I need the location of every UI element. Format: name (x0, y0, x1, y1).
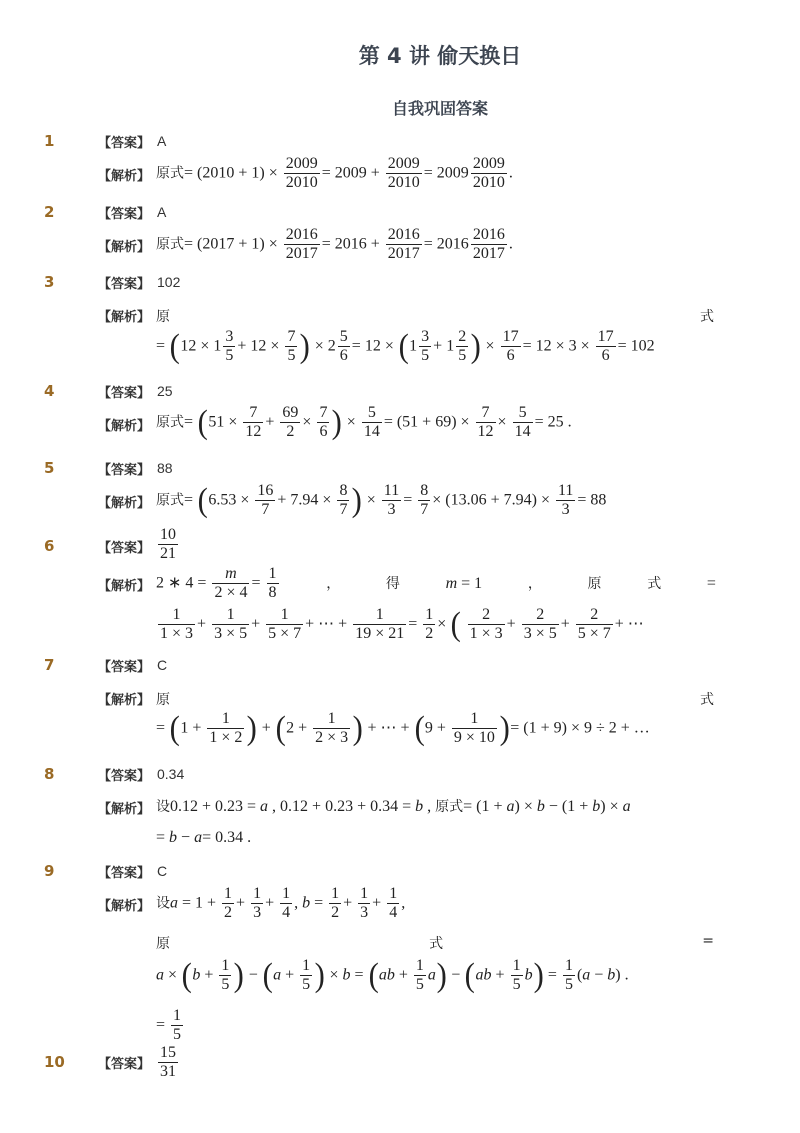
answer-numerator: 10 (158, 526, 178, 545)
comma-text: ， (326, 575, 341, 592)
yuanshi-text: 原式 (156, 165, 184, 182)
answer-label: 【答案】 (98, 386, 151, 401)
answer-value: 102 (157, 274, 181, 290)
analysis-formula: 原式= (51 × $\frac{7}{12}$ + $\frac{69}{2}$ × $\frac{7}{6}$ ) × $\frac{5}{14}$ = (51 + 69) × $\frac{7}{12}$ × $\frac{5}{14}$ = 25 . (156, 403, 572, 441)
question-number: 2 (44, 203, 55, 221)
yuan-text: 原 (156, 692, 170, 708)
spread-line (156, 689, 714, 709)
shi-text: 式 (647, 575, 662, 592)
question-number: 6 (44, 537, 55, 555)
analysis-formula-clip (156, 708, 716, 758)
answer-denominator: 21 (160, 545, 176, 563)
analysis-label: 【解析】 (98, 240, 151, 255)
analysis-label: 【解析】 (98, 310, 151, 325)
question-number: 7 (44, 656, 55, 674)
answer-value: 25 (157, 383, 173, 399)
analysis-formula: = b − a= 0.34 . (156, 829, 252, 846)
answer-label: 【答案】 (98, 207, 151, 222)
analysis-formula: 原式= (2010 + 1) × $\frac{2009}{2010}$ = 2009 + $\frac{2009}{2010}$ = 2009 $\frac{2009}{2010}$ . (156, 155, 513, 192)
analysis-formula: a × (b + $\frac{1}{5}$ ) − (a + $\frac{1}{5}$ ) × b = (ab + $\frac{1}{5}$ a) − (ab + $\frac{1}{5}$ b) = $\frac{1}{5}$ (a − b) . (156, 956, 629, 994)
question-number: 9 (44, 862, 55, 880)
analysis-formula: 原式= (6.53 × $\frac{16}{7}$ + 7.94 × $\frac{8}{7}$ ) × $\frac{11}{3}$ = $\frac{8}{7}$ × (13.06 + 7.94) × $\frac{11}{3}$ = 88 (156, 481, 607, 519)
analysis-formula: 原式= (2017 + 1) × $\frac{2016}{2017}$ = 2016 + $\frac{2016}{2017}$ = 2016 $\frac{2016}{2017}$ . (156, 226, 513, 263)
analysis-label: 【解析】 (98, 693, 151, 708)
spread-line (156, 306, 714, 326)
de-text: 得 (385, 575, 400, 592)
analysis-formula: = (1 + $\frac{1}{1 \times 2}$ ) + (2 + $\frac{1}{2 \times 3}$ ) + ⋯ + (9 + $\frac{1}{9 \times 10}$ )= (1 + 9) × 9 ÷ 2 + … (156, 709, 650, 747)
yuanshi-text: 原式 (435, 799, 464, 815)
question-number: 3 (44, 273, 55, 291)
shi-text: 式 (700, 309, 714, 325)
answer-label: 【答案】 (98, 1057, 151, 1072)
eq-text: = (706, 574, 716, 592)
question-number: 10 (44, 1053, 65, 1071)
she-text: 设 (156, 799, 170, 815)
answer-label: 【答案】 (98, 769, 151, 784)
answer-value (156, 1044, 180, 1082)
answer-value: 88 (157, 460, 173, 476)
answer-label: 【答案】 (98, 277, 151, 292)
page-title: 第 4 讲 偷天换日 (358, 44, 522, 68)
analysis-formula-clip (156, 796, 716, 820)
answer-value: C (157, 657, 168, 673)
analysis-label: 【解析】 (98, 899, 151, 914)
shi-text: 式 (429, 936, 444, 952)
spread-line (156, 933, 714, 953)
analysis-formula: = $\frac{1}{5}$ (156, 1007, 182, 1044)
analysis-formula: 设a = 1 + $\frac{1}{2}$ + $\frac{1}{3}$ + $\frac{1}{4}$ , b = $\frac{1}{2}$ + $\frac{1}{3}$ + $\frac{1}{4}$ , (156, 885, 406, 922)
analysis-label: 【解析】 (98, 802, 151, 817)
answer-label: 【答案】 (98, 541, 151, 556)
yuanshi-text: 原式 (156, 236, 184, 253)
analysis-formula: 2 ∗ 4 = $\frac{m}{2 \times 4}$ = $\frac{1}{8}$ ， 得 m = 1 ， 原 式 = (156, 565, 716, 602)
analysis-formula: $\frac{1}{1 \times 3}$ + $\frac{1}{3 \times 5}$ + $\frac{1}{5 \times 7}$ + ⋯ + $\frac{1}{19 \times 21}$ = $\frac{1}{2}$ × ( $\frac{2}{1 \times 3}$ + $\frac{2}{3 \times 5}$ + $\frac{2}{5 \times 7}$ + ⋯ (160, 605, 644, 643)
answer-label: 【答案】 (98, 660, 151, 675)
answer-label: 【答案】 (98, 866, 151, 881)
analysis-label: 【解析】 (98, 419, 151, 434)
analysis-formula: = (12 × 1 $\frac{3}{5}$ + 12 × $\frac{7}{5}$ ) × 2 $\frac{5}{6}$ = 12 × (1 $\frac{3}{5}$ + 1 $\frac{2}{5}$ ) × $\frac{17}{6}$ = 12 × 3 × $\frac{17}{6}$ = 102 (156, 327, 655, 365)
shi-text: 式 (700, 692, 714, 708)
answer-denominator: 31 (160, 1063, 176, 1081)
answer-numerator: 15 (158, 1044, 178, 1063)
analysis-label: 【解析】 (98, 496, 151, 511)
analysis-formula-clip (156, 326, 716, 376)
she-text: 设 (156, 895, 170, 912)
yuan-text: 原 (156, 936, 170, 952)
question-number: 8 (44, 765, 55, 783)
question-number: 5 (44, 459, 55, 477)
yuan-text: 原 (587, 575, 602, 592)
page-subtitle: 自我巩固答案 (391, 99, 488, 118)
yuanshi-text: 原式 (156, 492, 184, 509)
question-number: 4 (44, 382, 55, 400)
analysis-label: 【解析】 (98, 579, 151, 594)
analysis-label: 【解析】 (98, 169, 151, 184)
eq-text: = (702, 933, 714, 949)
analysis-formula: 设0.12 + 0.23 = a , 0.12 + 0.23 + 0.34 = b , 原式= (1 + a) × b − (1 + b) × a (156, 798, 631, 815)
yuan-text: 原 (156, 309, 170, 325)
answer-label: 【答案】 (98, 136, 151, 151)
answer-value: A (157, 204, 167, 220)
analysis-formula-clip (156, 604, 716, 654)
yuanshi-text: 原式 (156, 414, 184, 431)
answer-value: 0.34 (157, 766, 185, 782)
answer-value: A (157, 133, 167, 149)
question-number: 1 (44, 132, 55, 150)
comma-text: ， (527, 575, 542, 592)
answer-label: 【答案】 (98, 463, 151, 478)
answer-value: C (157, 863, 168, 879)
answer-value (156, 526, 180, 564)
